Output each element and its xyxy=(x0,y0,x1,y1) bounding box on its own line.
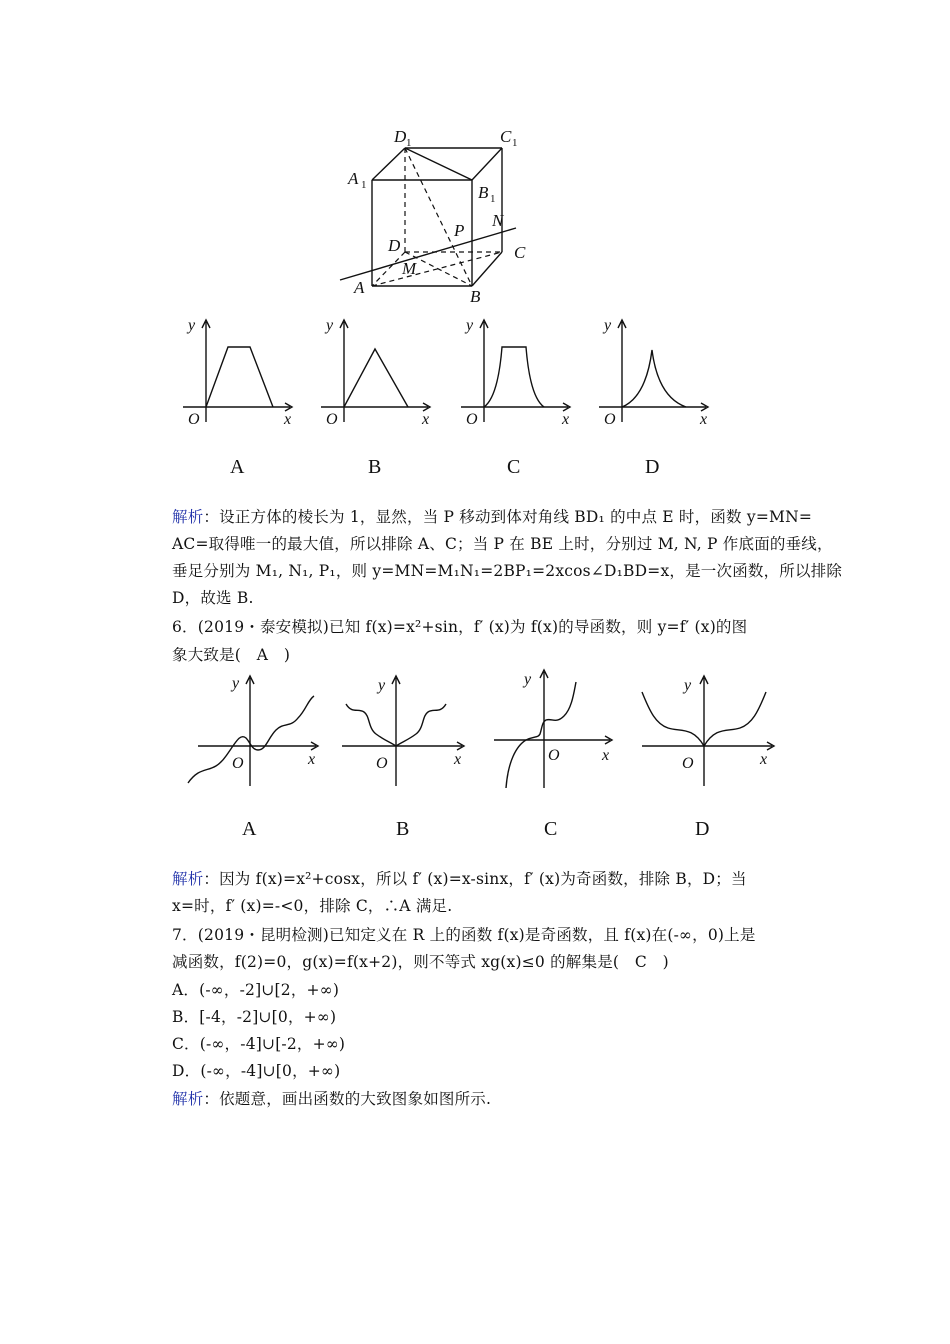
axis-origin: O xyxy=(188,411,200,428)
axis-y: y xyxy=(466,317,474,334)
solution-text: ：设正方体的棱长为 1，显然，当 P 移动到体对角线 BD₁ 的中点 E 时，函数 y=MN= xyxy=(203,508,813,526)
graph-1A xyxy=(178,312,300,430)
solution-label: 解析 xyxy=(172,870,204,888)
label-B1: B xyxy=(478,183,489,202)
graph-2A xyxy=(180,668,330,796)
option-label-A: A xyxy=(230,456,245,478)
label-C1-sub: 1 xyxy=(512,137,518,149)
solution7-line-1 xyxy=(172,1089,812,1109)
solution5-line-2: AC=取得唯一的最大值，所以排除 A、C；当 P 在 BE 上时，分别过 M, N, P 作底面的垂线， xyxy=(172,535,833,553)
label-D1: D xyxy=(394,127,407,146)
axis-y: y xyxy=(604,317,612,334)
question7-choice-B: B．[-4，-2]∪[0，+∞) xyxy=(172,1008,337,1026)
question7-choice-A: A．(-∞，-2]∪[2，+∞) xyxy=(172,981,340,999)
question6-line-1: 6．(2019・泰安模拟)已知 f(x)=x²+sin，f′ (x)为 f(x)的导函数，则 y=f′ (x)的图 xyxy=(172,618,748,636)
label-A: A xyxy=(354,278,365,297)
label-A1: A xyxy=(348,169,359,188)
option2-label-A: A xyxy=(242,818,257,840)
label-N: N xyxy=(492,211,504,230)
label-A1-sub: 1 xyxy=(361,179,367,191)
axis-x: x xyxy=(562,411,570,428)
question7-choice-D: D．(-∞，-4]∪[0，+∞) xyxy=(172,1062,341,1080)
axis-y: y xyxy=(232,675,240,692)
solution-text: ：因为 f(x)=x²+cosx，所以 f′ (x)=x-sinx，f′ (x)为奇函数，排除 B，D；当 xyxy=(203,870,747,888)
axis-origin: O xyxy=(376,755,388,772)
axis-x: x xyxy=(422,411,430,428)
solution-label: 解析 xyxy=(172,508,204,526)
graph-2D xyxy=(634,668,784,796)
axis-x: x xyxy=(602,747,610,764)
graph-2B xyxy=(338,668,488,796)
option2-label-C: C xyxy=(544,818,558,840)
option2-label-B: B xyxy=(396,818,410,840)
axis-y: y xyxy=(524,671,532,688)
label-C: C xyxy=(514,243,526,262)
graph-1C xyxy=(456,312,578,430)
axis-origin: O xyxy=(232,755,244,772)
solution5-line-1 xyxy=(172,507,812,527)
axis-origin: O xyxy=(466,411,478,428)
label-D: D xyxy=(388,236,401,255)
axis-origin: O xyxy=(682,755,694,772)
axis-origin: O xyxy=(548,747,560,764)
label-M: M xyxy=(402,259,417,278)
question7-line-2: 减函数，f(2)=0，g(x)=f(x+2)，则不等式 xg(x)≤0 的解集是( C ) xyxy=(172,953,669,971)
option-label-B: B xyxy=(368,456,382,478)
solution5-line-3: 垂足分别为 M₁, N₁, P₁，则 y=MN=M₁N₁=2BP₁=2xcos∠D₁BD=x，是一次函数，所以排除 xyxy=(172,562,843,580)
solution-text: ：依题意，画出函数的大致图象如图所示. xyxy=(203,1090,492,1108)
question6-line-2: 象大致是( A ) xyxy=(172,646,291,664)
axis-x: x xyxy=(308,751,316,768)
solution6-line-2: x=时，f′ (x)=-<0，排除 C，∴A 满足. xyxy=(172,897,453,915)
option-label-C: C xyxy=(507,456,521,478)
axis-origin: O xyxy=(326,411,338,428)
axis-x: x xyxy=(760,751,768,768)
label-C1: C xyxy=(500,127,512,146)
axis-y: y xyxy=(684,677,692,694)
solution6-line-1 xyxy=(172,869,812,889)
label-P: P xyxy=(454,221,465,240)
question7-choice-C: C．(-∞，-4]∪[-2，+∞) xyxy=(172,1035,346,1053)
axis-x: x xyxy=(454,751,462,768)
option-label-D: D xyxy=(645,456,660,478)
graph-1D xyxy=(594,312,716,430)
label-B: B xyxy=(470,287,481,306)
label-D1-sub: 1 xyxy=(406,137,412,149)
solution-label: 解析 xyxy=(172,1090,204,1108)
graph-1B xyxy=(316,312,438,430)
axis-y: y xyxy=(188,317,196,334)
label-B1-sub: 1 xyxy=(490,193,496,205)
axis-origin: O xyxy=(604,411,616,428)
graph-2C xyxy=(486,662,636,796)
solution5-line-4: D，故选 B. xyxy=(172,589,254,607)
axis-x: x xyxy=(700,411,708,428)
axis-x: x xyxy=(284,411,292,428)
option2-label-D: D xyxy=(695,818,710,840)
question7-line-1: 7．(2019・昆明检测)已知定义在 R 上的函数 f(x)是奇函数，且 f(x)在(-∞，0)上是 xyxy=(172,926,756,944)
axis-y: y xyxy=(326,317,334,334)
axis-y: y xyxy=(378,677,386,694)
cube-figure xyxy=(330,118,550,310)
